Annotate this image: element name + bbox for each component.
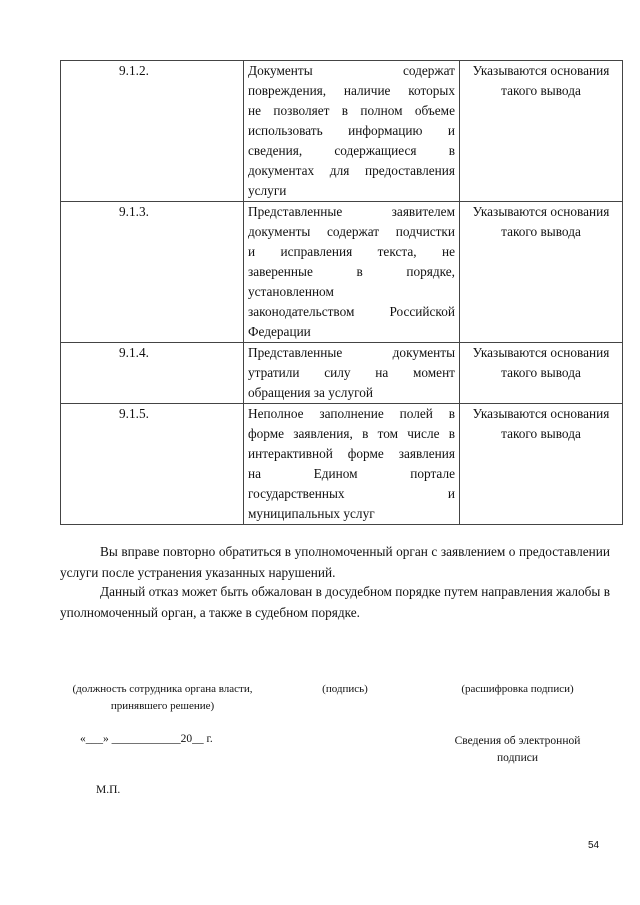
reason-description (244, 61, 460, 202)
signature-decoding-caption: (расшифровка подписи) (461, 683, 574, 695)
description-line: документах для предоставления (248, 163, 455, 178)
description-line: утратили силу на момент (248, 365, 455, 380)
description-line: повреждения, наличие которых (248, 83, 455, 98)
electronic-signature-info: Сведения об электронной подписи (454, 735, 581, 764)
description-line: заверенные в порядке, (248, 264, 455, 279)
description-line: Документы содержат (248, 63, 455, 78)
description-line: Федерации (248, 324, 311, 339)
description-line: и исправления текста, не (248, 244, 455, 259)
description-line: муниципальных услуг (248, 506, 375, 521)
reason-number: 9.1.3. (61, 202, 244, 343)
paragraph-reapply: Вы вправе повторно обратиться в уполномоченный орган с заявлением о предоставлении услуги после устранения указанных нарушений. (60, 544, 610, 580)
reason-explanation: Указываются основания такого вывода (460, 202, 623, 343)
reason-explanation: Указываются основания такого вывода (460, 404, 623, 525)
position-caption: (должность сотрудника органа власти, принявшего решение) (72, 683, 253, 712)
refusal-reasons-table (60, 60, 623, 525)
paragraph-appeal: Данный отказ может быть обжалован в досудебном порядке путем направления жалобы в уполномоченный орган, а также в судебном порядке. (60, 584, 610, 620)
reason-number: 9.1.2. (61, 61, 244, 202)
description-line: использовать информацию и (248, 123, 455, 138)
description-line: обращения за услугой (248, 385, 373, 400)
description-line: государственных и (248, 486, 455, 501)
description-line: интерактивной форме заявления (248, 446, 455, 461)
description-line: Неполное заполнение полей в (248, 406, 455, 421)
signature-caption: (подпись) (322, 683, 368, 695)
table-row (61, 404, 623, 525)
reason-description (244, 343, 460, 404)
date-line: «___» ____________20__ г. (80, 733, 213, 745)
description-line: услуги (248, 183, 287, 198)
description-line: форме заявления, в том числе в (248, 426, 455, 441)
table-row (61, 202, 623, 343)
reason-description (244, 202, 460, 343)
page-number: 54 (588, 840, 600, 851)
table-row (61, 343, 623, 404)
reason-description (244, 404, 460, 525)
description-line: законодательством Российской (248, 304, 455, 319)
reason-number: 9.1.4. (61, 343, 244, 404)
reason-explanation: Указываются основания такого вывода (460, 343, 623, 404)
description-line: сведения, содержащиеся в (248, 143, 455, 158)
description-line: установленном (248, 284, 334, 299)
reason-explanation: Указываются основания такого вывода (460, 61, 623, 202)
description-line: Представленные документы (248, 345, 455, 360)
description-line: на Едином портале (248, 466, 455, 481)
stamp-place: М.П. (96, 784, 121, 796)
reason-number: 9.1.5. (61, 404, 244, 525)
table-row (61, 61, 623, 202)
description-line: документы содержат подчистки (248, 224, 455, 239)
description-line: Представленные заявителем (248, 204, 455, 219)
description-line: не позволяет в полном объеме (248, 103, 455, 118)
